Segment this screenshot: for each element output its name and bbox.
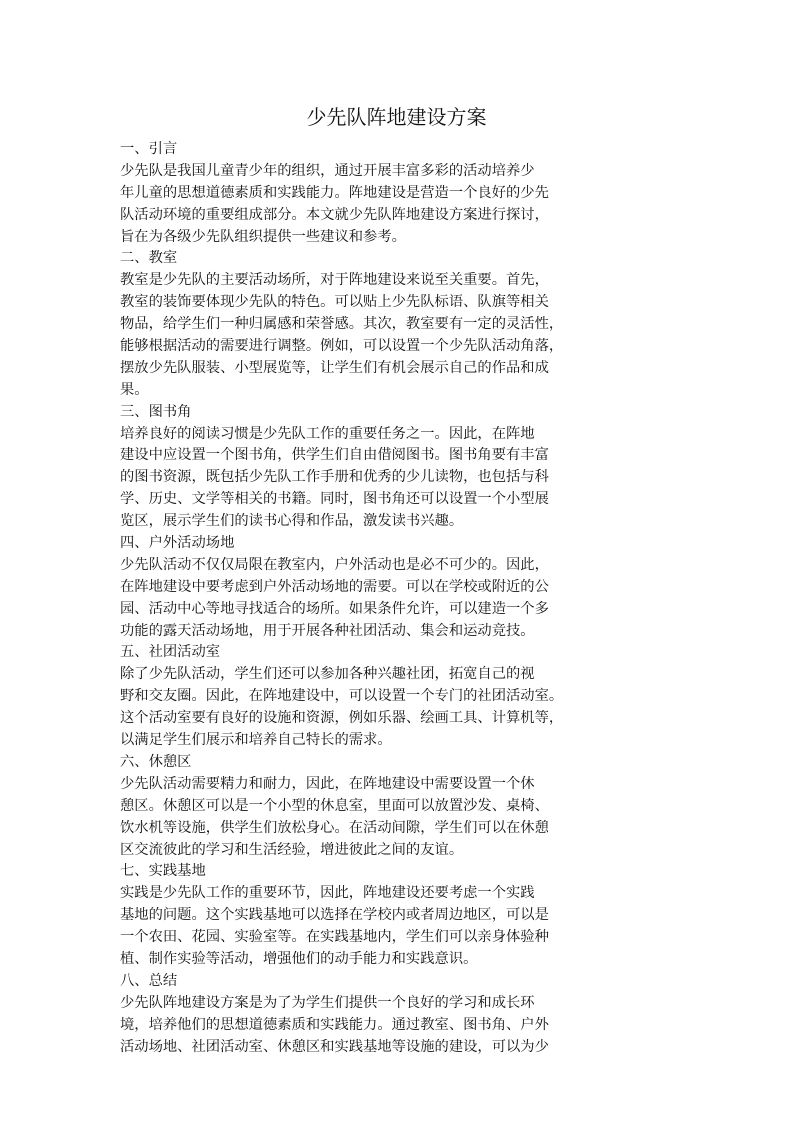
- paragraph-line: 憩区。休憩区可以是一个小型的休息室，里面可以放置沙发、桌椅、: [120, 797, 549, 814]
- paragraph-line: 果。: [120, 381, 149, 398]
- section-heading: 五、社团活动室: [120, 644, 221, 661]
- document-body: [120, 139, 680, 1058]
- section-heading: 六、休憩区: [120, 753, 192, 770]
- section-heading: 二、教室: [120, 250, 178, 267]
- paragraph-line: 学、历史、文学等相关的书籍。同时，图书角还可以设置一个小型展: [120, 491, 549, 508]
- paragraph-line: 少先队活动不仅仅局限在教室内，户外活动也是必不可少的。因此，: [120, 556, 549, 573]
- paragraph-line: 一个农田、花园、实验室等。在实践基地内，学生们可以亲身体验种: [120, 929, 549, 946]
- paragraph-line: 区交流彼此的学习和生活经验，增进彼此之间的友谊。: [120, 841, 464, 858]
- section-heading: 三、图书角: [120, 403, 192, 420]
- paragraph-line: 培养良好的阅读习惯是少先队工作的重要任务之一。因此，在阵地: [120, 425, 535, 442]
- section-heading: 一、引言: [120, 141, 178, 157]
- paragraph-line: 物品，给学生们一种归属感和荣誉感。其次，教室要有一定的灵活性，: [120, 316, 564, 333]
- paragraph-line: 饮水机等设施，供学生们放松身心。在活动间隙，学生们可以在休憩: [120, 819, 549, 836]
- section-heading: 八、总结: [120, 972, 178, 989]
- paragraph-line: 除了少先队活动，学生们还可以参加各种兴趣社团，拓宽自己的视: [120, 666, 535, 683]
- paragraph-line: 植、制作实验等活动，增强他们的动手能力和实践意识。: [120, 950, 478, 967]
- paragraph-line: 活动场地、社团活动室、休憩区和实践基地等设施的建设，可以为少: [120, 1038, 549, 1055]
- paragraph-line: 少先队是我国儿童青少年的组织，通过开展丰富多彩的活动培养少: [120, 162, 535, 179]
- paragraph-line: 野和交友圈。因此，在阵地建设中，可以设置一个专门的社团活动室。: [120, 688, 564, 705]
- paragraph-line: 少先队阵地建设方案是为了为学生们提供一个良好的学习和成长环: [120, 994, 535, 1011]
- paragraph-line: 境，培养他们的思想道德素质和实践能力。通过教室、图书角、户外: [120, 1016, 549, 1033]
- paragraph-line: 教室是少先队的主要活动场所，对于阵地建设来说至关重要。首先，: [120, 272, 549, 289]
- paragraph-line: 基地的问题。这个实践基地可以选择在学校内或者周边地区，可以是: [120, 907, 549, 924]
- paragraph-line: 以满足学生们展示和培养自己特长的需求。: [120, 732, 392, 749]
- paragraph-line: 在阵地建设中要考虑到户外活动场地的需要。可以在学校或附近的公: [120, 578, 549, 595]
- paragraph-line: 教室的装饰要体现少先队的特色。可以贴上少先队标语、队旗等相关: [120, 294, 549, 311]
- paragraph-line: 少先队活动需要精力和耐力，因此，在阵地建设中需要设置一个休: [120, 775, 535, 792]
- paragraph-line: 队活动环境的重要组成部分。本文就少先队阵地建设方案进行探讨，: [120, 206, 549, 223]
- paragraph-line: 功能的露天活动场地，用于开展各种社团活动、集会和运动竞技。: [120, 622, 535, 639]
- paragraph-line: 园、活动中心等地寻找适合的场所。如果条件允许，可以建造一个多: [120, 600, 549, 617]
- paragraph-line: 建设中应设置一个图书角，供学生们自由借阅图书。图书角要有丰富: [120, 447, 549, 464]
- paragraph-line: 览区，展示学生们的读书心得和作品，激发读书兴趣。: [120, 513, 464, 530]
- paragraph-line: 旨在为各级少先队组织提供一些建议和参考。: [120, 228, 406, 245]
- document-title: 少先队阵地建设方案: [306, 105, 487, 129]
- paragraph-line: 这个活动室要有良好的设施和资源，例如乐器、绘画工具、计算机等，: [120, 710, 564, 727]
- paragraph-line: 能够根据活动的需要进行调整。例如，可以设置一个少先队活动角落，: [120, 338, 564, 355]
- paragraph-line: 年儿童的思想道德素质和实践能力。阵地建设是营造一个良好的少先: [120, 184, 549, 201]
- section-heading: 四、户外活动场地: [120, 535, 235, 552]
- paragraph-line: 实践是少先队工作的重要环节，因此，阵地建设还要考虑一个实践: [120, 885, 535, 902]
- paragraph-line: 的图书资源，既包括少先队工作手册和优秀的少儿读物，也包括与科: [120, 469, 549, 486]
- section-heading: 七、实践基地: [120, 863, 206, 880]
- paragraph-line: 摆放少先队服装、小型展览等，让学生们有机会展示自己的作品和成: [120, 359, 549, 376]
